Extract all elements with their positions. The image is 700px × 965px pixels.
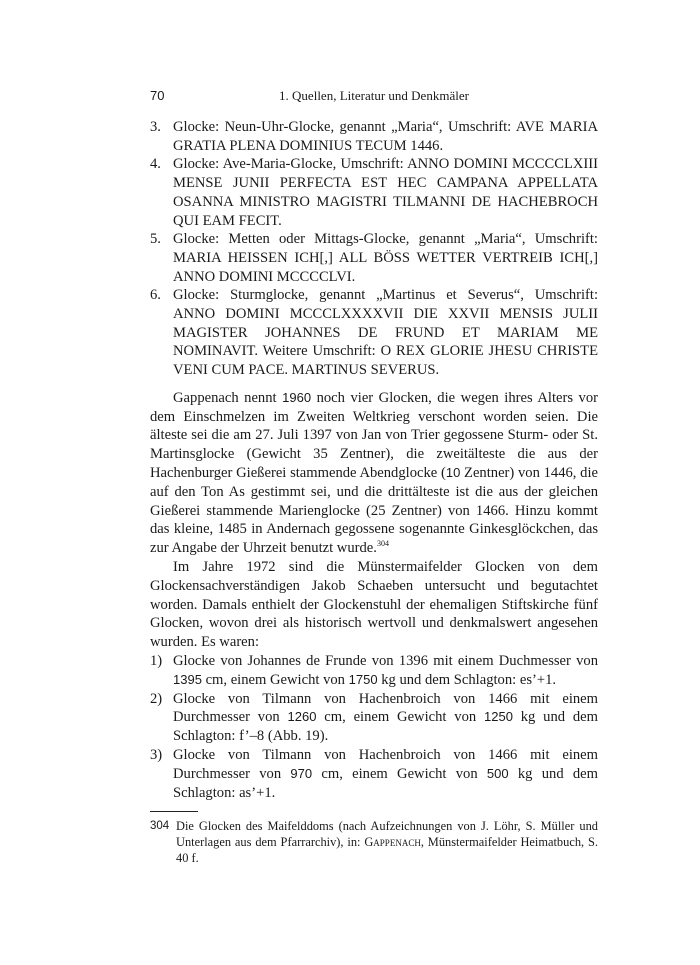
body-paragraph: Gappenach nennt 1960 noch vier Glocken, die wegen ihres Alters vor dem Einschmelzen im Zweiten Weltkrieg verschont worden seien. Die älteste sei die am 27. Juli 1397 von Jan von Trier gegossene Sturm- oder St. Martinsglocke (Gewicht 35 Zentner), die zweitälteste die aus der Hachenburger Gießerei stammende Abendglocke (10 Zentner) von 1446, die auf den Ton As gestimmt sei, und die drittälteste ist die aus der gleichen Gießerei stammende Marienglocke (25 Zentner) von 1466. Hinzu kommt das kleine, 1485 in Andernach gegossene sogenannte Ginkesglöckchen, das zur Angabe der Uhrzeit benutzt wurde.$^{304}$ xyxy=(150,389,599,557)
list-text: Glocke von Tilmann von Hachenbroich von 1466 mit einem Durchmesser von 970 cm, einem Gewicht von 500 kg und dem Schlagton: as’+1. xyxy=(173,746,599,801)
running-title: 1. Quellen, Literatur und Denkmäler xyxy=(279,88,469,103)
list-item xyxy=(150,118,598,155)
page-number: 70 xyxy=(150,88,165,103)
list-item xyxy=(150,652,598,690)
bell-survey-list xyxy=(150,652,598,802)
footnote xyxy=(150,819,598,866)
list-text: Glocke von Tilmann von Hachenbroich von 1466 mit einem Durchmesser von 1260 cm, einem Gewicht von 1250 kg und dem Schlagton: f’–8 (Abb. 19). xyxy=(173,690,598,745)
list-item xyxy=(150,230,598,286)
list-marker: 6. xyxy=(150,287,161,304)
book-page xyxy=(150,86,598,866)
body-paragraph: Im Jahre 1972 sind die Münstermaifelder Glocken von dem Glockensachverständigen Jakob Schaeben untersucht und begutachtet worden. Damals enthielt der Glockenstuhl der ehemaligen Stiftskirche fünf Glocken, wovon drei als historisch wertvoll und denkmalswert angesehen wurden. Es waren: xyxy=(150,559,598,651)
footnote-author: Gappenach xyxy=(364,834,421,849)
list-item xyxy=(150,155,598,230)
footnote-reference[interactable]: 304 xyxy=(376,539,389,549)
list-marker: 3. xyxy=(150,119,161,135)
list-marker: 1) xyxy=(150,653,163,669)
list-item xyxy=(150,286,598,380)
list-text: Glocke von Johannes de Frunde von 1396 mit einem Duchmesser von 1395 cm, einem Gewicht von 1750 kg und dem Schlagton: es’+1. xyxy=(173,653,598,688)
bell-inscription-list xyxy=(150,118,598,380)
list-text: Glocke: Ave-Maria-Glocke, Umschrift: ANNO DOMINI MCCCCLXIII MENSE JUNII PERFECTA EST HEC CAMPANA APPELLATA OSANNA MINISTRO MAGISTRI TILMANNI DE HACHEBROCH QUI EAM FECIT. xyxy=(173,156,598,229)
list-marker: 4. xyxy=(150,156,161,173)
list-marker: 5. xyxy=(150,231,161,248)
footnote-number: 304 xyxy=(150,820,170,833)
footnote-text: Die Glocken des Maifelddoms (nach Aufzeichnungen von J. Löhr, S. Müller und Unterlagen aus dem Pfarrarchiv), in: Gappenach, Münstermaifelder Heimatbuch, S. 40 f. xyxy=(176,819,598,865)
list-marker: 3) xyxy=(150,746,163,763)
footnote-divider xyxy=(150,811,198,812)
list-item xyxy=(150,746,598,802)
list-marker: 2) xyxy=(150,690,163,707)
running-header xyxy=(150,86,598,106)
list-text: Glocke: Metten oder Mittags-Glocke, genannt „Maria“, Umschrift: MARIA HEISSEN ICH[,] ALL BÖSS WETTER VERTREIB ICH[,] ANNO DOMINI MCCCCLVI. xyxy=(173,231,598,285)
list-item xyxy=(150,690,598,746)
list-text: Glocke: Sturmglocke, genannt „Martinus et Severus“, Umschrift: ANNO DOMINI MCCCLXXXXVII DIE XXVII MENSIS JULII MAGISTER JOHANNES DE FRUND ET MARIAM ME NOMINAVIT. Weitere Umschrift: O REX GLORIE JHESU CHRISTE VENI CUM PACE. MARTINUS SEVERUS. xyxy=(173,287,598,379)
list-text: Glocke: Neun-Uhr-Glocke, genannt „Maria“, Umschrift: AVE MARIA GRATIA PLENA DOMINIUS TECUM 1446. xyxy=(173,119,598,154)
